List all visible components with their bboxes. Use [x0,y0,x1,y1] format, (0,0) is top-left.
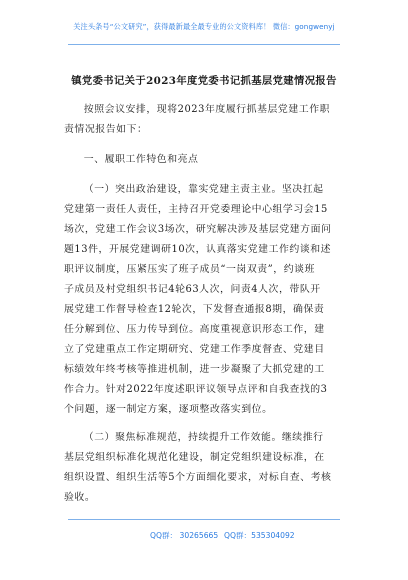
section-heading: 一、履职工作特色和亮点 [83,154,199,165]
document-title: 镇党委书记关于2023年度党委书记抓基层党建情况报告 [71,75,337,87]
paragraph-line: 验收。 [64,492,96,503]
paragraph-line: 党建第一责任人责任，主持召开党委理论中心组学习会15 [64,204,328,215]
footer-divider [68,519,340,520]
paragraph-line: 作合力。针对2022年度述职评议领导点评和自我查找的3 [64,384,328,395]
paragraph-line: 题13件，开展党建调研10次，认真落实党建工作约谈和述 [64,244,332,255]
paragraph-line: （一）突出政治建设，靠实党建主责主业。坚决扛起 [83,184,324,195]
paragraph-line: 立了党建重点工作定期研究、党建工作季度督查、党建目 [64,344,325,355]
paragraph-line: 标绩效年终考核等推进机制，进一步凝聚了大抓党建的工 [64,364,325,375]
intro-line: 按照会议安排，现将2023年度履行抓基层党建工作职 [83,104,331,115]
header-divider [68,44,340,45]
paragraph-line: 职评议制度，压紧压实了班子成员“一岗双责”，约谈班 [64,264,315,275]
paragraph-line: 场次，党建工作会议3场次，研究解决涉及基层党建方面问 [64,224,332,235]
paragraph-line: 子成员及村党组织书记4轮63人次，问责4人次，带队开 [64,284,321,295]
paragraph-line: （二）聚焦标准规范，持续提升工作效能。继续推行 [83,432,324,443]
paragraph-line: 展党建工作督导检查12轮次，下发督查通报8期，确保责 [64,304,325,315]
intro-line: 责情况报告如下： [64,124,148,135]
document-body [64,100,350,508]
paragraph-line: 基层党组织标准化规范化建设，制定党组织建设标准，在 [64,452,325,463]
paragraph-line: 个问题，逐一制定方案，逐项整改落实到位。 [64,404,273,415]
footer-qq-group-2: QQ群：535304092 [224,531,295,540]
paragraph-line: 任分解到位、压力传导到位。高度重视意识形态工作，建 [64,324,325,335]
footer-qq-group-1: QQ群： 30265665 [150,531,219,540]
header-banner: 关注头条号“公文研究”，获得最新最全最专业的公文资料库！ 微信：gongwenyj [73,22,335,31]
paragraph-line: 组织设置、组织生活等5个方面细化要求，对标自查、考核 [64,472,332,483]
